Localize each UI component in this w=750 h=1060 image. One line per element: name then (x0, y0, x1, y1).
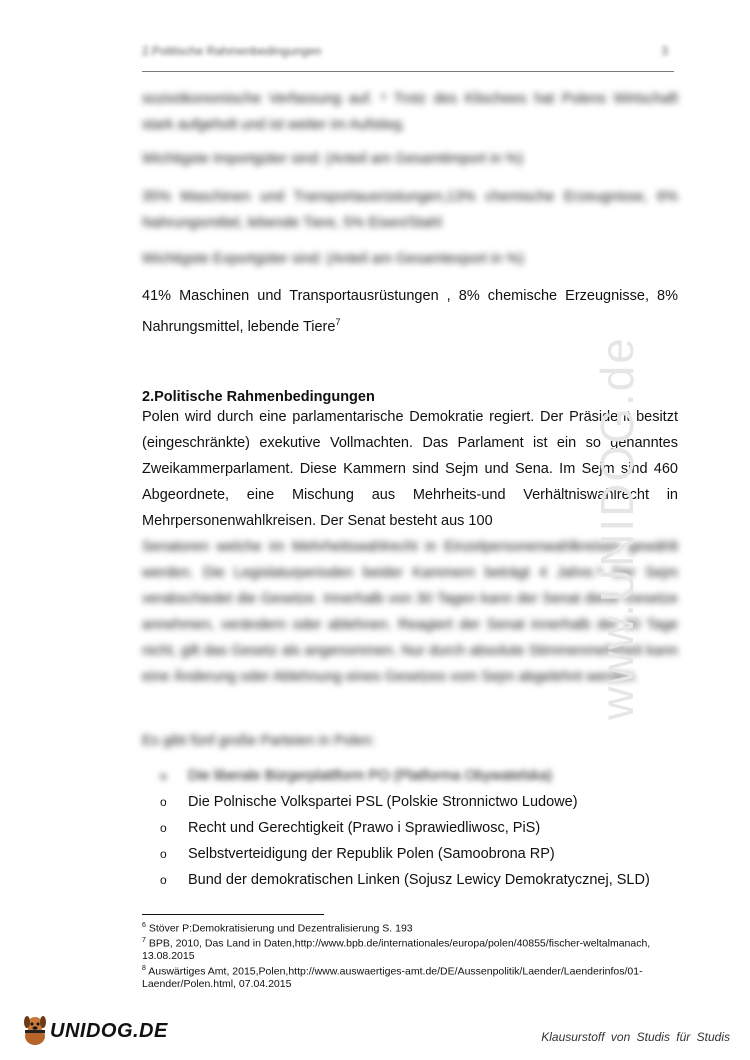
footnote-text: Stöver P:Demokratisierung und Dezentralisierung S. 193 (148, 922, 413, 935)
footnote-text: Auswärtiges Amt, 2015,Polen,http://www.auswaertiges-amt.de/DE/Aussenpolitik/Laender/Laenderinfos/01-Laender/Polen.html, 07.04.2015 (142, 965, 643, 990)
exports-heading: Wichtigste Exportgüter sind: (Anteil am Gesamtexport in %) (142, 251, 524, 267)
header-section-title: 2.Politische Rahmenbedingungen (142, 44, 322, 58)
footnote (142, 963, 682, 991)
footnote-number: 6 (142, 922, 146, 929)
party-name: Selbstverteidigung der Republik Polen (Samoobrona RP) (188, 846, 555, 862)
bullet-marker: o (160, 847, 167, 861)
section-heading: 2.Politische Rahmenbedingungen (142, 389, 375, 405)
footnote (142, 935, 682, 963)
party-name: Bund der demokratischen Linken (Sojusz Lewicy Demokratycznej, SLD) (188, 872, 650, 888)
footnote-number: 8 (142, 964, 146, 972)
party-name: Die Polnische Volkspartei PSL (Polskie Stronnictwo Ludowe) (188, 794, 578, 810)
dog-icon (20, 1014, 50, 1048)
header-page-number: 3 (661, 44, 668, 58)
logo-text: UNIDOG.DE (50, 1020, 168, 1042)
unidog-logo (20, 1012, 168, 1050)
bullet-marker: o (160, 873, 167, 887)
imports-list: 35% Maschinen und Transportausrüstungen,13% chemische Erzeugnisse, 6% Nahrungsmittel, lebende Tiere, 5% Eisen/Stahl (142, 189, 678, 231)
footnote (142, 920, 682, 935)
list-item (160, 841, 700, 867)
list-item (160, 815, 700, 841)
list-item (160, 789, 700, 815)
footnote-number: 7 (142, 937, 146, 944)
footnote-text: BPB, 2010, Das Land in Daten,http://www.bpb.de/internationales/europa/polen/40855/fischer-weltalmanach, 13.08.2015 (142, 937, 651, 962)
section-paragraph-blurred: Senatoren welche im Mehrheitswahlrecht in Einzelpersonenwahlkreisen gewählt werden. Die Legislaturperioden beider Kammern beträgt 4 Jahre.⁸ Der Sejm verabschiedet die Gesetze. Innerhalb von 30 Tagen kann der Senat diese Gesetze annehmen, verändern oder ablehnen. Reagiert der Senat innerhalb der 30 Tage nicht, gilt das Gesetz als angenommen. Nur durch absolute Stimmenmehrheit kann eine Änderung oder Ablehnung eines Gesetzes vom Sejm abgelehnt werden. (142, 539, 678, 685)
footnote-rule (142, 914, 324, 915)
bullet-marker: o (160, 769, 167, 783)
section-paragraph: Polen wird durch eine parlamentarische Demokratie regiert. Der Präsident besitzt (eingeschränkte) exekutive Vollmachten. Das Parlament ist ein so genanntes Zweikammerparlament. Diese Kammern sind Sejm und Sena. Im Sejm sind 460 Abgeordnete, eine Mischung aus Mehrheits-und Verhältniswahlrecht in Mehrpersonenwahlkreisen. Der Senat besteht aus 100 (142, 409, 678, 529)
footer-tagline: Klausurstoff von Studis für Studis (541, 1030, 730, 1044)
list-item (160, 763, 700, 789)
bullet-marker: o (160, 821, 167, 835)
header-rule (142, 71, 674, 72)
exports-footnote-ref: 7 (335, 317, 341, 327)
exports-list (142, 283, 678, 340)
watermark: www.UNIDOG.de (591, 336, 643, 720)
parties-list (160, 763, 700, 893)
imports-heading: Wichtigste Importgüter sind: (Anteil am Gesamtimport in %) (142, 151, 524, 167)
footnotes (142, 920, 682, 990)
party-name: Recht und Gerechtigkeit (Prawo i Sprawiedliwosc, PiS) (188, 820, 541, 836)
parties-intro: Es gibt fünf große Parteien in Polen: (142, 733, 375, 749)
exports-text: 41% Maschinen und Transportausrüstungen , 8% chemische Erzeugnisse, 8% Nahrungsmittel, lebende Tiere (142, 288, 678, 335)
list-item (160, 867, 700, 893)
page-header (142, 44, 674, 68)
intro-paragraph: sozioökonomische Verfassung auf. ⁶ Trotz des Klischees hat Polens Wirtschaft stark aufgeholt und ist weiter im Aufstieg. (142, 91, 678, 133)
bullet-marker: o (160, 795, 167, 809)
party-name: Die liberale Bürgerplattform PO (Platforma Obywatelska) (188, 768, 553, 784)
